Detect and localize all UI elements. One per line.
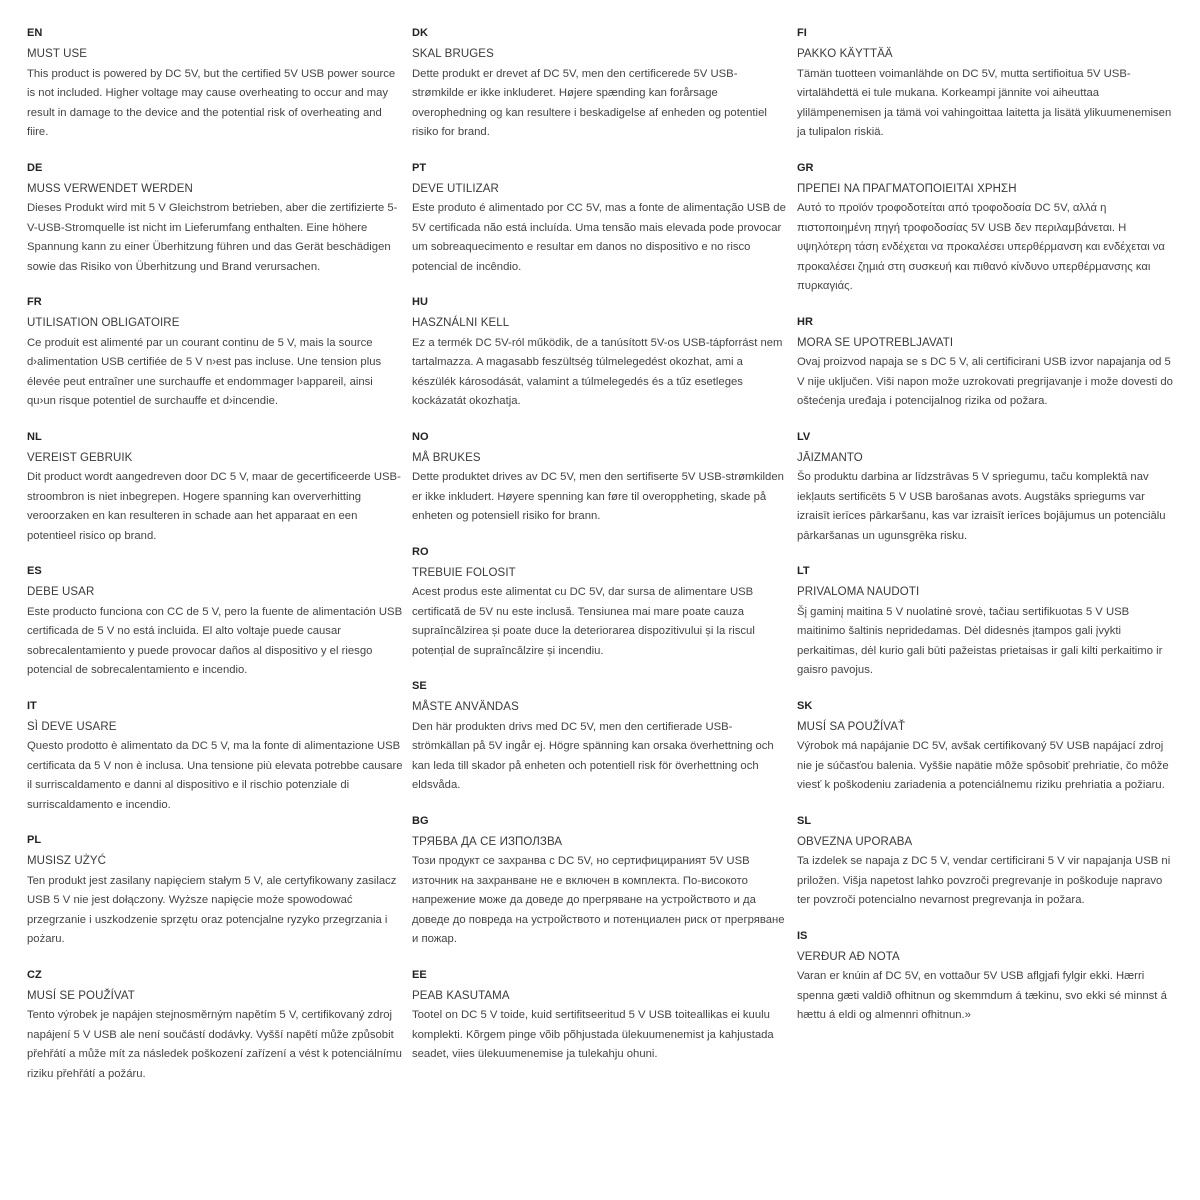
language-code: FI	[797, 27, 807, 39]
section-heading: TREBUIE FOLOSIT	[412, 566, 516, 579]
column-middle	[412, 26, 789, 1200]
section-body: Den här produkten drivs med DC 5V, men den certifierade USB-strömkällan på 5V ingår ej. Högre spänning kan orsaka överhettning och kan leda till skador på enheten och potentiell risk för överhettning och eldsvåda.	[412, 720, 774, 791]
section-body: Dit product wordt aangedreven door DC 5 V, maar de gecertificeerde USB-stroombron is niet inbegrepen. Hogere spanning kan oververhitting veroorzaken en kan resulteren in schade aan het apparaat en een potentieel risico op brand.	[27, 471, 401, 542]
section-heading: MUSÍ SE POUŽÍVAT	[27, 989, 135, 1002]
section-heading: MUSÍ SA POUŽÍVAŤ	[797, 720, 906, 733]
section-heading: PAKKO KÄYTTÄÄ	[797, 48, 893, 60]
section-fr	[27, 295, 404, 412]
section-heading: VEREIST GEBRUIK	[27, 451, 133, 464]
language-code: LT	[797, 565, 810, 577]
section-no	[412, 430, 789, 527]
section-body: Ovaj proizvod napaja se s DC 5 V, ali certificirani USB izvor napajanja od 5 V nije uključen. Viši napon može uzrokovati pregrijavanje i može dovesti do oštećenja uređaja i potencijalnog rizika od požara.	[797, 356, 1173, 407]
language-code: FR	[27, 296, 42, 308]
section-lt	[797, 564, 1174, 681]
section-heading: SKAL BRUGES	[412, 48, 494, 60]
language-code: NL	[27, 430, 42, 443]
language-code: IS	[797, 929, 808, 942]
section-sl	[797, 814, 1174, 911]
section-ro	[412, 545, 789, 662]
section-body: Dieses Produkt wird mit 5 V Gleichstrom betrieben, aber die zertifizierte 5-V-USB-Stromquelle ist nicht im Lieferumfang enthalten. Eine höhere Spannung kann zu einer Überhitzung führen und das Gerät beschädigen sowie das Risiko von Überhitzung und Brand verursachen.	[27, 202, 398, 273]
section-fi	[797, 26, 1174, 143]
section-body: Този продукт се захранва с DC 5V, но сертифицираният 5V USB източник на захранване не е включен в комплекта. По-високото напрежение може да доведе до прегряване на устройството и да доведе до повреда на устройството и потенциален риск от прегряване и пожар.	[412, 855, 785, 945]
language-code: SL	[797, 814, 812, 827]
section-body: Ta izdelek se napaja z DC 5 V, vendar certificirani 5 V vir napajanja USB ni priložen. Višja napetost lahko povzroči pregrevanje in poškoduje napravo ter povzroči potencialno nevarnost pregrevanja in požara.	[797, 855, 1171, 906]
language-code: BG	[412, 814, 429, 827]
section-lv	[797, 430, 1174, 547]
language-code: ES	[27, 565, 42, 577]
section-pl	[27, 833, 404, 950]
section-de	[27, 161, 404, 278]
section-heading: PEAB KASUTAMA	[412, 989, 510, 1002]
language-code: IT	[27, 699, 37, 712]
section-body: Tento výrobek je napájen stejnosměrným napětím 5 V, certifikovaný zdroj napájení 5 V USB ale není součástí dodávky. Vyšší napětí může způsobit přehřátí a může mít za následek poškození zařízení a vést k potenciálnímu riziku přehřátí a požáru.	[27, 1009, 402, 1080]
language-code: CZ	[27, 968, 42, 981]
section-body: Dette produktet drives av DC 5V, men den sertifiserte 5V USB-strømkilden er ikke inkludert. Høyere spenning kan føre til overoppheting, skade på enheten og potensiell risiko for brann.	[412, 471, 784, 522]
section-cz	[27, 968, 404, 1085]
section-body: Αυτό το προϊόν τροφοδοτείται από τροφοδοσία DC 5V, αλλά η πιστοποιημένη πηγή τροφοδοσίας 5V USB δεν περιλαμβάνεται. Η υψηλότερη τάση ενδέχεται να προκαλέσει υπερθέρμανση και ενδέχεται να προκαλέσει ζημιά στη συσκευή και πιθανό κίνδυνο υπερθέρμανσης και πυρκαγιάς.	[797, 202, 1165, 292]
section-heading: MUSS VERWENDET WERDEN	[27, 182, 193, 195]
section-heading: ТРЯБВА ДА СЕ ИЗПОЛЗВА	[412, 835, 563, 848]
section-sk	[797, 699, 1174, 796]
section-heading: SÌ DEVE USARE	[27, 720, 117, 733]
section-body: Ten produkt jest zasilany napięciem stałym 5 V, ale certyfikowany zasilacz USB 5 V nie jest dołączony. Wyższe napięcie może spowodować przegrzanie i uszkodzenie sprzętu oraz potencjalne ryzyko przegrzania i pożaru.	[27, 874, 397, 945]
section-it	[27, 699, 404, 816]
section-heading: DEBE USAR	[27, 586, 95, 598]
section-heading: MÅSTE ANVÄNDAS	[412, 701, 519, 713]
section-is	[797, 929, 1174, 1026]
section-se	[412, 679, 789, 796]
section-heading: UTILISATION OBLIGATOIRE	[27, 317, 180, 329]
section-heading: MUSISZ UŻYĆ	[27, 855, 107, 867]
language-code: SE	[412, 680, 427, 692]
section-heading: MORA SE UPOTREBLJAVATI	[797, 336, 954, 349]
column-right	[797, 26, 1174, 1200]
section-hr	[797, 315, 1174, 412]
section-heading: MÅ BRUKES	[412, 451, 481, 464]
language-code: DK	[412, 27, 428, 39]
section-heading: VERÐUR AÐ NOTA	[797, 950, 900, 963]
section-body: Ez a termék DC 5V-ról működik, de a tanúsított 5V-os USB-tápforrást nem tartalmazza. A magasabb feszültség túlmelegedést okozhat, ami a készülék károsodását, valamint a túlmelegedés és a tűz esetleges kockázatát okozhatja.	[412, 336, 783, 407]
section-body: Tootel on DC 5 V toide, kuid sertifitseeritud 5 V USB toiteallikas ei kuulu komplekti. Kõrgem pinge võib põhjustada ülekuumenemist ja kahjustada seadet, viies ülekuumenemise ja tulekahju ohuni.	[412, 1009, 774, 1060]
section-dk	[412, 26, 789, 143]
language-code: PT	[412, 161, 427, 174]
column-left	[27, 26, 404, 1200]
language-code: RO	[412, 545, 429, 558]
section-body: Este producto funciona con CC de 5 V, pero la fuente de alimentación USB certificada de 5 V no está incluida. El alto voltaje puede causar sobrecalentamiento y puede provocar daños al dispositivo y el riesgo potencial de sobrecalentamiento e incendio.	[27, 605, 403, 676]
section-body: Acest produs este alimentat cu DC 5V, dar sursa de alimentare USB certificată de 5V nu este inclusă. Tensiunea mai mare poate cauza supraîncălzirea și poate duce la deteriorarea dispozitivului și la riscul potențial de supraîncălzire și incendiu.	[412, 586, 755, 657]
language-code: SK	[797, 699, 813, 712]
section-gr	[797, 161, 1174, 297]
section-bg	[412, 814, 789, 950]
language-code: LV	[797, 430, 811, 443]
section-heading: DEVE UTILIZAR	[412, 182, 499, 195]
section-body: Varan er knúin af DC 5V, en vottaður 5V USB aflgjafi fylgir ekki. Hærri spenna gæti valdið ofhitnun og skemmdum á tækinu, svo ekki sé minnst á hættu á eldi og almennri ofhitnun.»	[797, 970, 1167, 1021]
section-heading: HASZNÁLNI KELL	[412, 317, 510, 329]
section-body: Ce produit est alimenté par un courant continu de 5 V, mais la source d›alimentation USB certifiée de 5 V n›est pas incluse. Une tension plus élevée peut entraîner une surchauffe et endommager l›appareil, ainsi qu›un risque potentiel de surchauffe et d›incendie.	[27, 336, 382, 407]
language-code: DE	[27, 161, 43, 174]
section-body: Výrobok má napájanie DC 5V, avšak certifikovaný 5V USB napájací zdroj nie je súčasťou balenia. Vyššie napätie môže spôsobiť prehriatie, čo môže viesť k poškodeniu zariadenia a potenciálnemu riziku prehriatia a požiaru.	[797, 740, 1169, 791]
language-code: GR	[797, 161, 814, 174]
section-body: Dette produkt er drevet af DC 5V, men den certificerede 5V USB-strømkilde er ikke inkluderet. Højere spænding kan forårsage overophedning og kan resultere i beskadigelse af enheden og potentiel risiko for brand.	[412, 67, 767, 138]
language-code: NO	[412, 430, 429, 443]
section-en	[27, 26, 404, 143]
language-code: HR	[797, 315, 813, 328]
section-body: Este produto é alimentado por CC 5V, mas a fonte de alimentação USB de 5V certificada não está incluída. Uma tensão mais elevada pode provocar um sobreaquecimento e resultar em danos no dispositivo e no risco potencial de incêndio.	[412, 202, 786, 273]
section-heading: PRIVALOMA NAUDOTI	[797, 586, 920, 598]
section-heading: OBVEZNA UPORABA	[797, 835, 913, 848]
section-body: This product is powered by DC 5V, but the certified 5V USB power source is not included. Higher voltage may cause overheating to occur and may result in damage to the device and the potential risk of overheating and fiire.	[27, 67, 396, 138]
language-code: EN	[27, 27, 43, 39]
section-hu	[412, 295, 789, 412]
section-body: Questo prodotto è alimentato da DC 5 V, ma la fonte di alimentazione USB certificata da 5 V non è inclusa. Una tensione più elevata potrebbe causare il surriscaldamento e danni al dispositivo e il rischio potenziale di surriscaldamento e incendio.	[27, 740, 403, 811]
language-code: PL	[27, 834, 42, 846]
section-heading: ΠΡΕΠΕΙ ΝΑ ΠΡΑΓΜΑΤΟΠΟΙΕΙΤΑΙ ΧΡΗΣΗ	[797, 182, 1017, 195]
section-pt	[412, 161, 789, 278]
section-body: Šį gaminį maitina 5 V nuolatinė srovė, tačiau sertifikuotas 5 V USB maitinimo šaltinis nepridedamas. Dėl didesnės įtampos gali įvykti perkaitimas, dėl kurio gali būti pažeistas prietaisas ir gali kilti perkaitimo ir gaisro pavojus.	[797, 605, 1163, 676]
section-heading: MUST USE	[27, 48, 88, 60]
language-code: EE	[412, 968, 427, 981]
section-nl	[27, 430, 404, 547]
language-code: HU	[412, 296, 428, 308]
section-body: Tämän tuotteen voimanlähde on DC 5V, mutta sertifioitua 5V USB-virtalähdettä ei tule mukana. Korkeampi jännite voi aiheuttaa ylilämpenemisen ja tämä voi vahingoittaa laitetta ja lisätä ylikuumenemisen ja tulipalon riskiä.	[797, 67, 1172, 138]
section-es	[27, 564, 404, 681]
section-body: Šo produktu darbina ar līdzstrāvas 5 V spriegumu, taču komplektā nav iekļauts sertificēts 5 V USB barošanas avots. Augstāks spriegums var izraisīt ierīces pārkaršanu, kas var izraisīt ierīces bojājumus un potenciālu pārkaršanas un ugunsgrēka risku.	[797, 471, 1166, 542]
section-ee	[412, 968, 789, 1065]
section-heading: JĀIZMANTO	[797, 451, 863, 464]
